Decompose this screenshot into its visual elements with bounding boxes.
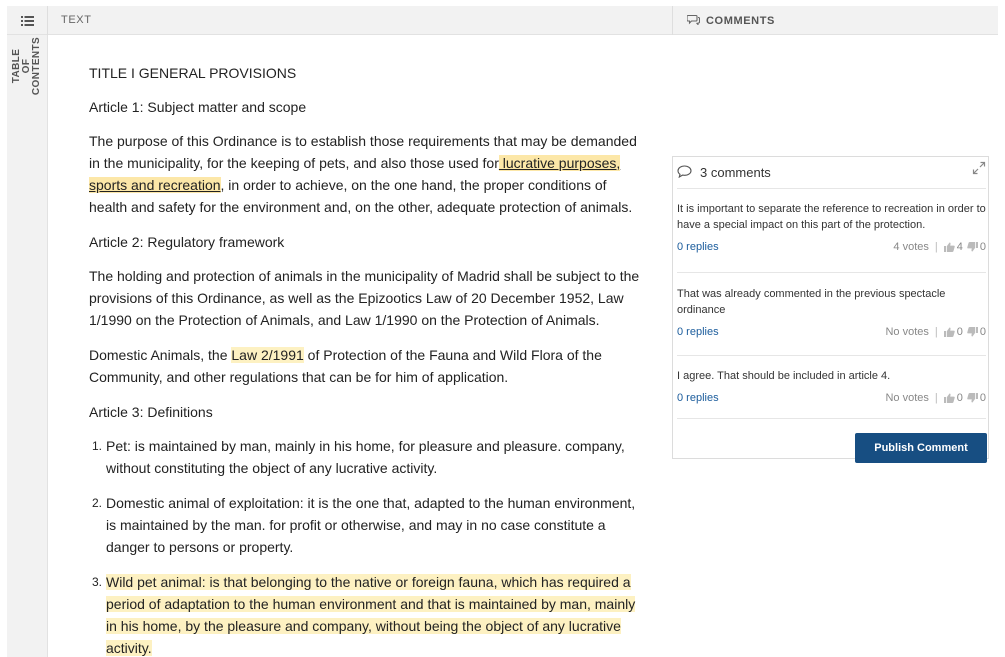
list-item xyxy=(89,571,644,657)
vote-count: No votes xyxy=(885,326,929,338)
comment-item xyxy=(677,201,986,273)
downvote-button[interactable] xyxy=(967,326,986,338)
list-item-text: Pet: is maintained by man, mainly in his home, for pleasure and pleasure. company, without constituting the object of any lucrative activity. xyxy=(106,438,625,476)
comment-text: I agree. That should be included in article 4. xyxy=(677,370,891,382)
list-item-text: Domestic animal of exploitation: it is the one that, adapted to the human environment, is maintained by the man. for profit or otherwise, and may in no case constitute a danger to persons or property. xyxy=(106,495,636,555)
upvote-count: 0 xyxy=(956,326,963,338)
vote-controls xyxy=(893,241,986,253)
upvote-button[interactable] xyxy=(944,241,963,253)
upvote-button[interactable] xyxy=(944,392,963,404)
list-item-number: 2. xyxy=(92,496,103,510)
vote-controls xyxy=(885,392,986,404)
downvote-count: 0 xyxy=(979,326,986,338)
table-of-contents-sidebar[interactable] xyxy=(7,35,48,657)
list-item-number: 3. xyxy=(92,575,103,589)
comment-footer xyxy=(677,326,986,338)
vote-count: No votes xyxy=(885,392,929,404)
thumbs-down-icon xyxy=(967,393,978,403)
publish-comment-button[interactable]: Publish Comment xyxy=(855,433,987,463)
toc-label-line3: CONTENTS xyxy=(31,36,42,96)
comments-panel-header xyxy=(677,157,986,189)
toc-toggle-button[interactable] xyxy=(7,6,48,35)
document-text xyxy=(89,62,644,657)
comments-tab-label: COMMENTS xyxy=(706,14,775,27)
article-2-paragraph-2 xyxy=(89,344,644,388)
divider: | xyxy=(934,326,938,338)
comment-footer xyxy=(677,241,986,253)
highlighted-annotation[interactable]: lucrative purposes, sports and recreation xyxy=(89,155,621,193)
comment-text: That was already commented in the previous spectacle ordinance xyxy=(677,288,946,316)
highlighted-annotation[interactable]: Law 2/1991 xyxy=(231,347,304,363)
article-1-text-start: The purpose of this Ordinance is to establish those requirements that may be demanded in the municipality, for the keeping of pets, and also those used for xyxy=(89,133,637,171)
speech-bubble-icon xyxy=(677,165,692,181)
comments-icon xyxy=(687,14,706,28)
list-item xyxy=(89,492,644,558)
vote-controls xyxy=(885,326,986,338)
comment-item xyxy=(677,368,986,419)
comment-footer xyxy=(677,392,986,404)
comment-text: It is important to separate the reference to recreation in order to have a special impact on this part of the protection. xyxy=(677,203,986,231)
vote-count: 4 votes xyxy=(893,241,929,253)
thumbs-up-icon xyxy=(944,242,955,252)
comment-item xyxy=(677,286,986,356)
divider: | xyxy=(934,392,938,404)
downvote-button[interactable] xyxy=(967,392,986,404)
replies-link[interactable]: 0 replies xyxy=(677,241,719,253)
article-3-heading: Article 3: Definitions xyxy=(89,404,213,420)
top-bar xyxy=(7,6,998,35)
article-2-text-end: of Protection of the Fauna and Wild Flora of the Community, and other regulations that can be for him of application. xyxy=(89,347,602,385)
article-2-heading: Article 2: Regulatory framework xyxy=(89,234,285,250)
article-2-text-start: Domestic Animals, the xyxy=(89,347,232,363)
downvote-button[interactable] xyxy=(967,241,986,253)
thumbs-up-icon xyxy=(944,393,955,403)
article-2-paragraph-1: The holding and protection of animals in the municipality of Madrid shall be subject to the provisions of this Ordinance, as well as the Epizootics Law of 20 December 1952, Law 1/1990 on the Protection of Animals, and Law 1/1990 on the Protection of Animals. xyxy=(89,268,640,328)
upvote-count: 0 xyxy=(956,392,963,404)
upvote-count: 4 xyxy=(956,241,963,253)
comments-tab[interactable] xyxy=(672,6,998,35)
highlighted-annotation[interactable]: Wild pet animal: is that belonging to the native or foreign fauna, which has required a period of adaptation to the human environment and that is maintained by man, mainly in his home, by the pleasure and company, without being the object of any lucrative activity. xyxy=(106,574,636,656)
downvote-count: 0 xyxy=(979,241,986,253)
divider: | xyxy=(934,241,938,253)
toc-label-line2: OF xyxy=(21,58,32,74)
document-title: TITLE I GENERAL PROVISIONS xyxy=(89,65,297,81)
downvote-count: 0 xyxy=(979,392,986,404)
replies-link[interactable]: 0 replies xyxy=(677,392,719,404)
comments-panel xyxy=(672,156,989,459)
definitions-list xyxy=(89,435,644,657)
article-1-heading: Article 1: Subject matter and scope xyxy=(89,99,307,115)
list-item xyxy=(89,435,644,479)
replies-link[interactable]: 0 replies xyxy=(677,326,719,338)
upvote-button[interactable] xyxy=(944,326,963,338)
list-item-number: 1. xyxy=(92,439,103,453)
article-1-paragraph xyxy=(89,130,644,218)
comments-count: 3 comments xyxy=(700,165,771,180)
article-1-text-end: , in order to achieve, on the one hand, the proper conditions of health and safety for the environment and, on the other, adequate protection of animals. xyxy=(89,177,633,215)
thumbs-down-icon xyxy=(967,242,978,252)
expand-icon[interactable] xyxy=(972,161,986,175)
thumbs-down-icon xyxy=(967,327,978,337)
text-tab-label: TEXT xyxy=(61,14,92,26)
toc-label-line1: TABLE xyxy=(11,48,22,84)
table-of-contents-label xyxy=(9,37,45,95)
list-icon xyxy=(21,16,34,26)
thumbs-up-icon xyxy=(944,327,955,337)
